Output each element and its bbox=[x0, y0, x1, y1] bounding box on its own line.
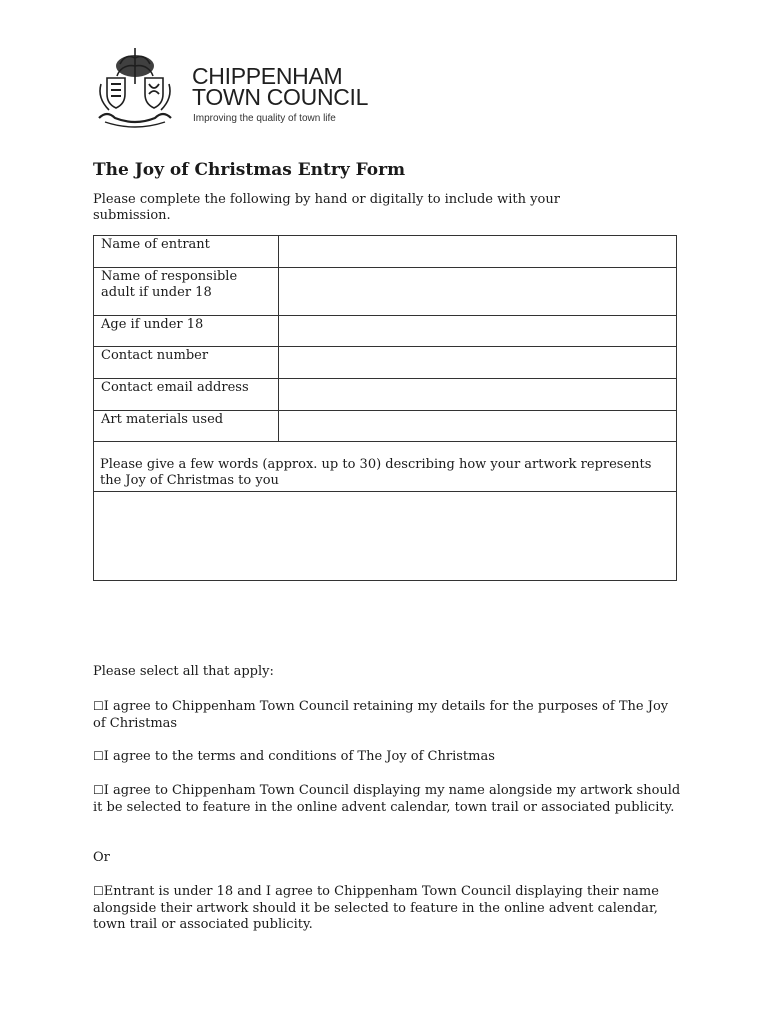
field-label-responsible-adult: Name of responsible adult if under 18 bbox=[94, 268, 279, 316]
consent-option-terms[interactable] bbox=[93, 748, 683, 766]
form-title: The Joy of Christmas Entry Form bbox=[93, 160, 406, 180]
description-prompt: Please give a few words (approx. up to 30) describing how your artwork represents the Joy of Christmas to you bbox=[94, 442, 677, 492]
form-row bbox=[94, 379, 677, 411]
consent-option-label: I agree to Chippenham Town Council retaining my details for the purposes of The Joy of Christmas bbox=[93, 699, 669, 731]
consent-option-label: I agree to the terms and conditions of The Joy of Christmas bbox=[103, 749, 495, 764]
entry-form-table bbox=[93, 235, 677, 581]
form-row bbox=[94, 411, 677, 442]
form-row bbox=[94, 236, 677, 268]
form-intro: Please complete the following by hand or digitally to include with your submission. bbox=[93, 192, 560, 223]
consent-option-label: Entrant is under 18 and I agree to Chippenham Town Council displaying their name alongside their artwork should it be selected to feature in the online advent calendar, town trail or associated publicity. bbox=[93, 884, 659, 932]
field-label-entrant-name: Name of entrant bbox=[94, 236, 279, 268]
checkbox-icon[interactable]: ☐ bbox=[93, 749, 104, 763]
field-input-contact-number[interactable] bbox=[279, 347, 677, 379]
checkbox-icon[interactable]: ☐ bbox=[93, 884, 104, 898]
checkbox-icon[interactable]: ☐ bbox=[93, 783, 104, 797]
or-separator: Or bbox=[93, 850, 110, 865]
description-input[interactable] bbox=[94, 492, 677, 581]
consent-option-label: I agree to Chippenham Town Council displaying my name alongside my artwork should it be selected to feature in the online advent calendar, town trail or associated publicity. bbox=[93, 783, 681, 815]
consent-heading: Please select all that apply: bbox=[93, 664, 274, 679]
field-input-entrant-name[interactable] bbox=[279, 236, 677, 268]
consent-option-display-name[interactable] bbox=[93, 782, 683, 816]
form-row bbox=[94, 442, 677, 492]
checkbox-icon[interactable]: ☐ bbox=[93, 699, 104, 713]
consent-option-retain-details[interactable] bbox=[93, 698, 683, 732]
org-name bbox=[192, 63, 369, 110]
org-name-line1: CHIPPENHAM bbox=[192, 63, 343, 89]
field-input-age[interactable] bbox=[279, 316, 677, 347]
field-label-age: Age if under 18 bbox=[94, 316, 279, 347]
field-label-contact-email: Contact email address bbox=[94, 379, 279, 411]
field-label-art-materials: Art materials used bbox=[94, 411, 279, 442]
form-row bbox=[94, 316, 677, 347]
form-row bbox=[94, 347, 677, 379]
field-input-art-materials[interactable] bbox=[279, 411, 677, 442]
field-input-responsible-adult[interactable] bbox=[279, 268, 677, 316]
field-label-contact-number: Contact number bbox=[94, 347, 279, 379]
form-row bbox=[94, 268, 677, 316]
org-tagline: Improving the quality of town life bbox=[193, 113, 336, 124]
form-row bbox=[94, 492, 677, 581]
field-input-contact-email[interactable] bbox=[279, 379, 677, 411]
org-name-line2: TOWN COUNCIL bbox=[192, 84, 369, 110]
consent-option-under18[interactable] bbox=[93, 883, 683, 934]
